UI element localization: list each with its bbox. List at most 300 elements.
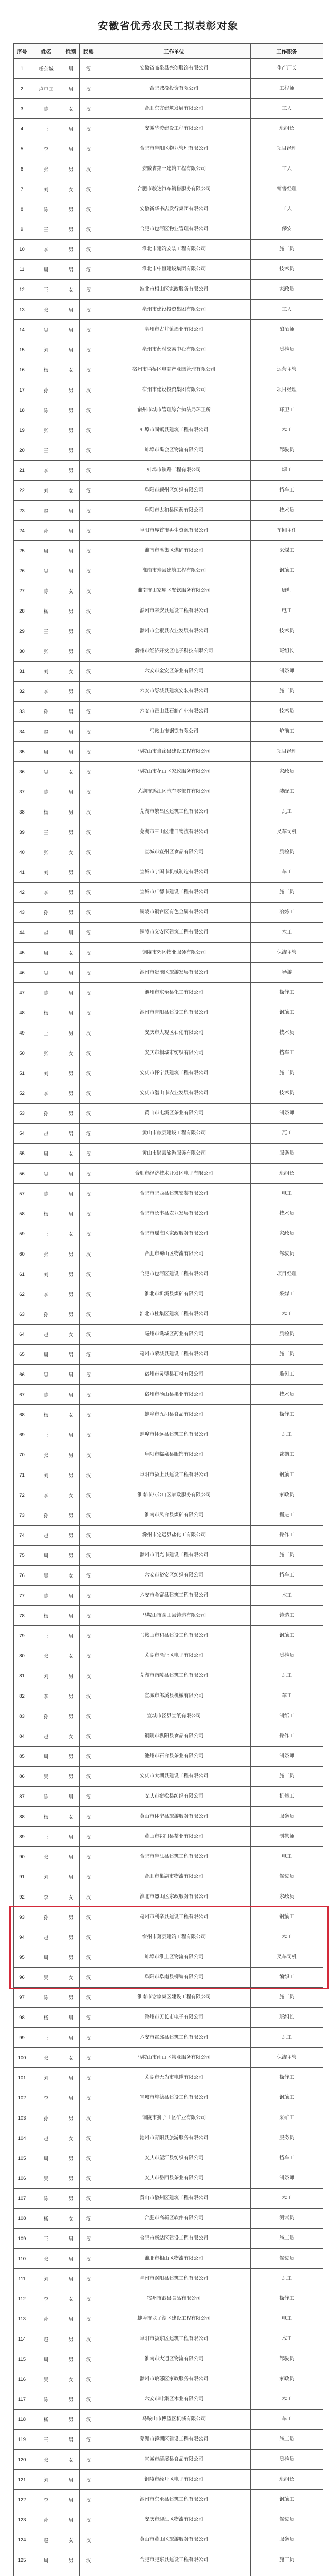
- cell-job: 叉车司机: [251, 822, 323, 842]
- cell-ethnicity: 汉: [80, 2068, 97, 2088]
- cell-name: 刘: [30, 662, 62, 682]
- cell-name: 孙: [30, 1907, 62, 1927]
- cell-unit: 黄山市祁门县茶业有限公司: [97, 1827, 251, 1847]
- cell-sex: 男: [62, 2028, 80, 2048]
- cell-job: 家政员: [251, 1224, 323, 1244]
- cell-sex: 男: [62, 521, 80, 541]
- cell-job: 服务员: [251, 2530, 323, 2550]
- cell-sex: 女: [62, 842, 80, 862]
- cell-unit: 亳州市古井镇酒业有限公司: [97, 320, 251, 340]
- cell-ethnicity: 汉: [80, 1505, 97, 1526]
- table-row: [14, 2128, 323, 2148]
- table-row: [14, 79, 323, 99]
- cell-name: 张: [30, 2048, 62, 2068]
- cell-job: 采矿工: [251, 2108, 323, 2128]
- cell-no: 14: [14, 320, 30, 340]
- table-row: [14, 2148, 323, 2168]
- cell-unit: 芜湖市三山区港口物流有限公司: [97, 822, 251, 842]
- table-row: [14, 2369, 323, 2389]
- cell-no: 118: [14, 2410, 30, 2430]
- cell-job: 驾驶员: [251, 440, 323, 461]
- cell-unit: 安庆市望江县纺织有限公司: [97, 2148, 251, 2168]
- cell-ethnicity: 汉: [80, 1666, 97, 1686]
- table-row: [14, 199, 323, 219]
- cell-ethnicity: 汉: [80, 1927, 97, 1947]
- table-row: [14, 1445, 323, 1465]
- table-row: [14, 2510, 323, 2530]
- cell-ethnicity: 汉: [80, 2550, 97, 2570]
- cell-sex: 女: [62, 762, 80, 782]
- table-row: [14, 119, 323, 139]
- cell-job: 制茶师: [251, 1747, 323, 1767]
- cell-sex: 男: [62, 1425, 80, 1445]
- cell-sex: 男: [62, 782, 80, 802]
- cell-sex: 男: [62, 2148, 80, 2168]
- table-row: [14, 1847, 323, 1867]
- cell-ethnicity: 汉: [80, 1526, 97, 1546]
- cell-no: 20: [14, 440, 30, 461]
- cell-job: 电工: [251, 1184, 323, 1204]
- table-row: [14, 983, 323, 1003]
- cell-unit: 淮北市烈山区家政服务有限公司: [97, 1887, 251, 1907]
- cell-no: 60: [14, 1244, 30, 1264]
- cell-job: 机修工: [251, 1787, 323, 1807]
- cell-ethnicity: 汉: [80, 2410, 97, 2430]
- cell-no: 47: [14, 983, 30, 1003]
- cell-no: 10: [14, 240, 30, 260]
- cell-job: 瓦工: [251, 1124, 323, 1144]
- table-row: [14, 2470, 323, 2490]
- cell-ethnicity: 汉: [80, 1787, 97, 1807]
- cell-name: 周: [30, 943, 62, 963]
- cell-unit: 蚌埠市淮上区物流有限公司: [97, 1947, 251, 1968]
- cell-sex: 男: [62, 2410, 80, 2430]
- cell-job: 瓦工: [251, 2269, 323, 2289]
- cell-no: 51: [14, 1063, 30, 1083]
- table-row: [14, 1586, 323, 1606]
- cell-job: 班组长: [251, 119, 323, 139]
- table-row: [14, 1003, 323, 1023]
- cell-name: 刘: [30, 1264, 62, 1284]
- cell-name: 吴: [30, 561, 62, 581]
- table-row: [14, 1505, 323, 1526]
- cell-name: 王: [30, 2430, 62, 2450]
- cell-no: 71: [14, 1465, 30, 1485]
- cell-unit: 合肥市高新区软件有限公司: [97, 2209, 251, 2229]
- cell-sex: 男: [62, 1827, 80, 1847]
- cell-ethnicity: 汉: [80, 1947, 97, 1968]
- cell-no: 72: [14, 1485, 30, 1505]
- cell-name: 刘: [30, 1063, 62, 1083]
- cell-sex: 男: [62, 883, 80, 903]
- cell-no: 9: [14, 219, 30, 240]
- cell-sex: 男: [62, 119, 80, 139]
- table-row: [14, 1706, 323, 1726]
- cell-sex: 女: [62, 1224, 80, 1244]
- cell-name: 孙: [30, 2108, 62, 2128]
- cell-name: 张: [30, 1043, 62, 1063]
- cell-unit: 黄山市歙县建设工程有限公司: [97, 1124, 251, 1144]
- cell-unit: 马鞍山市雨山区物业服务有限公司: [97, 2048, 251, 2068]
- cell-job: 施工员: [251, 682, 323, 702]
- cell-name: 吴: [30, 963, 62, 983]
- cell-no: 86: [14, 1767, 30, 1787]
- cell-sex: 男: [62, 2088, 80, 2108]
- table-row: [14, 501, 323, 521]
- cell-name: 杨: [30, 360, 62, 380]
- cell-sex: 男: [62, 1747, 80, 1767]
- cell-unit: 宣城市郎溪县机械有限公司: [97, 1686, 251, 1706]
- table-row: [14, 822, 323, 842]
- cell-unit: 淮北市相山区家政服务有限公司: [97, 280, 251, 300]
- cell-unit: 芜湖市湾沚区电子有限公司: [97, 1646, 251, 1666]
- cell-sex: 男: [62, 461, 80, 481]
- cell-sex: 男: [62, 742, 80, 762]
- cell-unit: 安庆市大观区石化有限公司: [97, 1023, 251, 1043]
- table-row: [14, 1204, 323, 1224]
- table-row: [14, 641, 323, 662]
- cell-ethnicity: 汉: [80, 1365, 97, 1385]
- cell-no: 94: [14, 1927, 30, 1947]
- table-row: [14, 420, 323, 440]
- cell-ethnicity: 汉: [80, 2148, 97, 2168]
- cell-name: 周: [30, 2148, 62, 2168]
- cell-sex: 男: [62, 240, 80, 260]
- cell-unit: 淮南市田家庵区餐饮服务有限公司: [97, 581, 251, 601]
- cell-ethnicity: 汉: [80, 240, 97, 260]
- cell-ethnicity: 汉: [80, 2510, 97, 2530]
- cell-no: 111: [14, 2269, 30, 2289]
- cell-no: 91: [14, 1867, 30, 1887]
- cell-job: 家政员: [251, 1887, 323, 1907]
- cell-name: 陈: [30, 2189, 62, 2209]
- cell-ethnicity: 汉: [80, 641, 97, 662]
- table-row: [14, 2068, 323, 2088]
- cell-name: 李: [30, 2490, 62, 2510]
- table-row: [14, 2008, 323, 2028]
- cell-sex: 男: [62, 320, 80, 340]
- cell-ethnicity: 汉: [80, 2108, 97, 2128]
- cell-sex: 男: [62, 2329, 80, 2349]
- cell-sex: 女: [62, 2289, 80, 2309]
- cell-job: 技术员: [251, 1385, 323, 1405]
- col-header-ethnicity: 民族: [80, 44, 97, 59]
- cell-unit: 合肥城投投资有限公司: [97, 79, 251, 99]
- cell-name: 刘: [30, 862, 62, 883]
- table-row: [14, 1927, 323, 1947]
- table-row: [14, 179, 323, 199]
- cell-no: 95: [14, 1947, 30, 1968]
- cell-ethnicity: 汉: [80, 822, 97, 842]
- cell-no: 3: [14, 99, 30, 119]
- cell-name: 王: [30, 1626, 62, 1646]
- cell-unit: 蚌埠市铁路工程有限公司: [97, 461, 251, 481]
- cell-name: 李: [30, 1887, 62, 1907]
- table-row: [14, 1807, 323, 1827]
- cell-unit: 安庆市岳西县茶业有限公司: [97, 2168, 251, 2189]
- cell-sex: 男: [62, 862, 80, 883]
- cell-job: 施工员: [251, 2550, 323, 2570]
- cell-unit: 六安市霍山县石斛产业有限公司: [97, 702, 251, 722]
- cell-no: 120: [14, 2450, 30, 2470]
- cell-no: 5: [14, 139, 30, 159]
- cell-job: 施工员: [251, 1546, 323, 1566]
- cell-sex: 女: [62, 1144, 80, 1164]
- cell-job: 驾驶员: [251, 1244, 323, 1264]
- cell-name: 杨: [30, 802, 62, 822]
- awardee-table: [13, 43, 323, 2576]
- cell-name: 杨: [30, 1003, 62, 1023]
- cell-sex: 女: [62, 360, 80, 380]
- cell-no: 24: [14, 521, 30, 541]
- cell-job: 采煤工: [251, 541, 323, 561]
- cell-name: 李: [30, 1686, 62, 1706]
- cell-sex: 女: [62, 2369, 80, 2389]
- cell-no: 7: [14, 179, 30, 199]
- cell-ethnicity: 汉: [80, 742, 97, 762]
- cell-unit: 蚌埠市禹会区物流有限公司: [97, 440, 251, 461]
- cell-sex: 男: [62, 2349, 80, 2369]
- cell-no: 64: [14, 1325, 30, 1345]
- cell-unit: 阜阳市临泉县服饰有限公司: [97, 1445, 251, 1465]
- cell-job: 瓦工: [251, 1425, 323, 1445]
- cell-no: 67: [14, 1385, 30, 1405]
- cell-sex: 男: [62, 1626, 80, 1646]
- cell-sex: 男: [62, 199, 80, 219]
- cell-job: 保洁主管: [251, 2048, 323, 2068]
- cell-ethnicity: 汉: [80, 662, 97, 682]
- cell-name: 张: [30, 420, 62, 440]
- cell-unit: 宣城市泾县宣纸有限公司: [97, 1706, 251, 1726]
- cell-ethnicity: 汉: [80, 119, 97, 139]
- cell-name: 张: [30, 300, 62, 320]
- table-row: [14, 1988, 323, 2008]
- cell-no: 99: [14, 2028, 30, 2048]
- cell-name: 赵: [30, 1526, 62, 1546]
- table-row: [14, 1224, 323, 1244]
- cell-job: 焊工: [251, 461, 323, 481]
- cell-unit: 安庆市迎江区物流有限公司: [97, 2510, 251, 2530]
- table-row: [14, 2530, 323, 2550]
- cell-sex: 男: [62, 501, 80, 521]
- cell-job: 钢筋工: [251, 561, 323, 581]
- cell-job: 铸造工: [251, 1606, 323, 1626]
- table-row: [14, 219, 323, 240]
- cell-sex: 男: [62, 1385, 80, 1405]
- cell-unit: 合肥东方建筑发展有限公司: [97, 99, 251, 119]
- cell-ethnicity: 汉: [80, 1747, 97, 1767]
- cell-job: 技术员: [251, 260, 323, 280]
- cell-unit: 滁州市琅琊区家政服务有限公司: [97, 2369, 251, 2389]
- cell-ethnicity: 汉: [80, 1224, 97, 1244]
- cell-job: 服务员: [251, 1807, 323, 1827]
- table-row: [14, 1244, 323, 1264]
- cell-name: 张: [30, 641, 62, 662]
- cell-ethnicity: 汉: [80, 1304, 97, 1325]
- cell-job: 施工员: [251, 2229, 323, 2249]
- cell-no: 97: [14, 1988, 30, 2008]
- cell-name: 卢中国: [30, 79, 62, 99]
- cell-name: 李: [30, 1083, 62, 1104]
- cell-sex: 女: [62, 2128, 80, 2148]
- cell-sex: 男: [62, 641, 80, 662]
- cell-sex: 男: [62, 2490, 80, 2510]
- cell-job: 工人: [251, 300, 323, 320]
- cell-name: 杨东城: [30, 59, 62, 79]
- cell-sex: 男: [62, 2249, 80, 2269]
- cell-no: 108: [14, 2209, 30, 2229]
- cell-job: 测试员: [251, 2209, 323, 2229]
- cell-no: 19: [14, 420, 30, 440]
- cell-sex: 男: [62, 2168, 80, 2189]
- cell-job: 质检员: [251, 2450, 323, 2470]
- cell-job: 木工: [251, 2189, 323, 2209]
- table-row: [14, 139, 323, 159]
- cell-no: 54: [14, 1124, 30, 1144]
- cell-unit: 淮南市大通区物流有限公司: [97, 2349, 251, 2369]
- cell-name: 吴: [30, 320, 62, 340]
- cell-job: 家政员: [251, 1485, 323, 1505]
- cell-sex: 男: [62, 822, 80, 842]
- cell-no: 98: [14, 2008, 30, 2028]
- cell-unit: 安庆市桐城市纺织有限公司: [97, 1043, 251, 1063]
- cell-no: 6: [14, 159, 30, 179]
- cell-job: 掘进工: [251, 1505, 323, 1526]
- table-row: [14, 1365, 323, 1385]
- cell-job: 挡车工: [251, 481, 323, 501]
- cell-ethnicity: 汉: [80, 2008, 97, 2028]
- cell-unit: 阜阳市颍东区建筑工程有限公司: [97, 2329, 251, 2349]
- cell-no: 12: [14, 280, 30, 300]
- cell-name: 李: [30, 139, 62, 159]
- table-row: [14, 1385, 323, 1405]
- cell-ethnicity: 汉: [80, 461, 97, 481]
- cell-job: 环卫工: [251, 400, 323, 420]
- cell-job: 操作工: [251, 1726, 323, 1747]
- cell-unit: 滁州市来安县建设工程有限公司: [97, 601, 251, 621]
- cell-ethnicity: 汉: [80, 1726, 97, 1747]
- cell-no: 57: [14, 1184, 30, 1204]
- cell-name: 杨: [30, 2008, 62, 2028]
- cell-name: 赵: [30, 722, 62, 742]
- cell-name: 王: [30, 119, 62, 139]
- cell-job: 班组长: [251, 2008, 323, 2028]
- cell-sex: 女: [62, 2209, 80, 2229]
- cell-name: 杨: [30, 1606, 62, 1626]
- cell-no: 115: [14, 2349, 30, 2369]
- cell-no: 58: [14, 1204, 30, 1224]
- table-row: [14, 1264, 323, 1284]
- cell-ethnicity: 汉: [80, 2189, 97, 2209]
- cell-unit: 黄山市屯溪区茶业有限公司: [97, 1104, 251, 1124]
- cell-no: 121: [14, 2470, 30, 2490]
- cell-no: 1: [14, 59, 30, 79]
- cell-name: 孙: [30, 2309, 62, 2329]
- table-row: [14, 601, 323, 621]
- cell-unit: 铜陵市经开区电子有限公司: [97, 2470, 251, 2490]
- cell-name: 赵: [30, 1325, 62, 1345]
- cell-no: 125: [14, 2550, 30, 2570]
- cell-ethnicity: 汉: [80, 1244, 97, 1264]
- cell-unit: 合肥市巢湖市物流有限公司: [97, 1867, 251, 1887]
- table-row: [14, 1726, 323, 1747]
- cell-job: 班组长: [251, 1164, 323, 1184]
- cell-unit: 马鞍山市当涂县建设工程有限公司: [97, 742, 251, 762]
- table-row: [14, 1626, 323, 1646]
- cell-job: 项目经理: [251, 742, 323, 762]
- cell-sex: 女: [62, 1566, 80, 1586]
- cell-sex: 男: [62, 1526, 80, 1546]
- cell-job: 保洁主管: [251, 943, 323, 963]
- cell-unit: 合肥市经济技术开发区电子有限公司: [97, 1164, 251, 1184]
- table-row: [14, 320, 323, 340]
- cell-ethnicity: 汉: [80, 2048, 97, 2068]
- cell-name: 孙: [30, 2510, 62, 2530]
- cell-ethnicity: 汉: [80, 601, 97, 621]
- cell-ethnicity: 汉: [80, 943, 97, 963]
- cell-ethnicity: [80, 2570, 97, 2576]
- cell-ethnicity: 汉: [80, 1425, 97, 1445]
- table-row: [14, 581, 323, 601]
- cell-unit: 滁州市明光市建设工程有限公司: [97, 1546, 251, 1566]
- cell-job: 施工员: [251, 1767, 323, 1787]
- table-row: [14, 1465, 323, 1485]
- cell-sex: 男: [62, 903, 80, 923]
- table-row: [14, 2189, 323, 2209]
- cell-job: 班组长: [251, 2470, 323, 2490]
- cell-name: 刘: [30, 2470, 62, 2490]
- cell-sex: 男: [62, 1023, 80, 1043]
- table-row: [14, 1526, 323, 1546]
- cell-ethnicity: 汉: [80, 2490, 97, 2510]
- cell-name: 孙: [30, 702, 62, 722]
- cell-unit: 合肥市庐江县建筑工程有限公司: [97, 1847, 251, 1867]
- cell-ethnicity: 汉: [80, 541, 97, 561]
- cell-job: 施工员: [251, 1063, 323, 1083]
- cell-ethnicity: 汉: [80, 2430, 97, 2450]
- cell-no: 26: [14, 561, 30, 581]
- cell-job: 木工: [251, 1927, 323, 1947]
- cell-sex: 男: [62, 963, 80, 983]
- cell-sex: 男: [62, 2470, 80, 2490]
- cell-name: 赵: [30, 923, 62, 943]
- cell-ethnicity: 汉: [80, 561, 97, 581]
- cell-no: 112: [14, 2289, 30, 2309]
- cell-name: 王: [30, 1425, 62, 1445]
- table-row: [14, 1747, 323, 1767]
- cell-job: 驾驶员: [251, 2249, 323, 2269]
- cell-unit: 蚌埠市怀远县建筑工程有限公司: [97, 1425, 251, 1445]
- cell-no: 96: [14, 1968, 30, 1988]
- table-row: [14, 1947, 323, 1968]
- cell-sex: 男: [62, 541, 80, 561]
- table-row: [14, 702, 323, 722]
- cell-unit: 淮北市中恒建设集团有限公司: [97, 260, 251, 280]
- cell-unit: 黄山市黟县旅游服务有限公司: [97, 1144, 251, 1164]
- cell-name: 王: [30, 1827, 62, 1847]
- cell-name: 刘: [30, 179, 62, 199]
- cell-no: 79: [14, 1626, 30, 1646]
- cell-sex: 男: [62, 2229, 80, 2249]
- cell-name: 李: [30, 2088, 62, 2108]
- table-row: [14, 1184, 323, 1204]
- cell-no: 16: [14, 360, 30, 380]
- cell-sex: 男: [62, 1706, 80, 1726]
- cell-sex: 女: [62, 1043, 80, 1063]
- col-header-name: 姓名: [30, 44, 62, 59]
- cell-sex: 男: [62, 1445, 80, 1465]
- cell-no: 107: [14, 2189, 30, 2209]
